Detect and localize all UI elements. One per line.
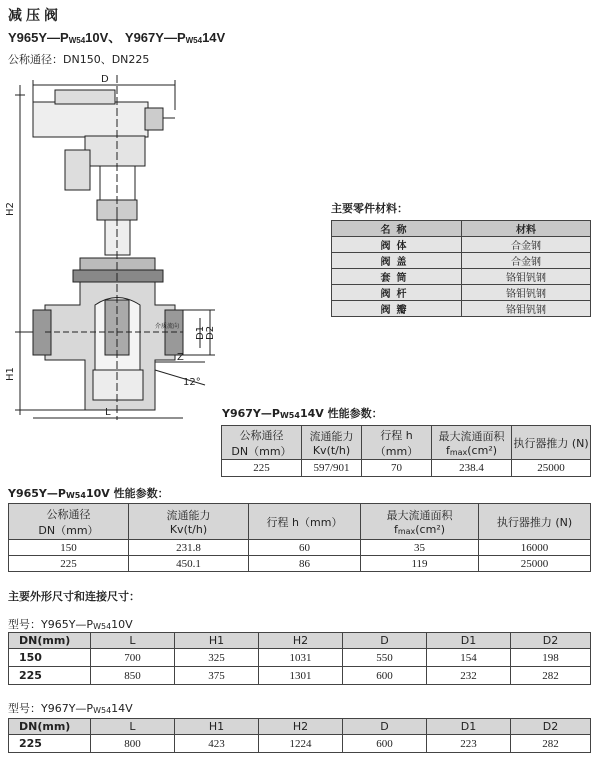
- dim2-col: D: [343, 719, 427, 735]
- dim2-col: D1: [427, 719, 511, 735]
- model1-sub: W54: [93, 622, 112, 631]
- perf965-cell: 450.1: [129, 556, 249, 572]
- dimensions-table-2: [8, 718, 591, 753]
- perf967-col-area-sub: max: [449, 448, 468, 457]
- dim2-col: L: [91, 719, 175, 735]
- model2-suffix: 14V: [111, 702, 133, 715]
- dim1-col: D1: [427, 633, 511, 649]
- perf967-table: [221, 425, 591, 477]
- perf965-col-dn-b: DN（mm）: [38, 523, 99, 537]
- model-b-suffix: 14V: [202, 30, 226, 45]
- perf965-col-stroke: 行程 h（mm）: [249, 504, 361, 540]
- perf965-heading-prefix: Y965Y—P: [8, 487, 66, 500]
- perf967-heading: [222, 405, 383, 421]
- model-a-sub: W54: [68, 36, 86, 45]
- dim2-cell: 225: [9, 735, 91, 753]
- perf967-col-area-f: f: [445, 444, 450, 457]
- dim-d-label: D: [101, 74, 109, 85]
- perf965-col-kv-a: 流通能力: [166, 509, 211, 522]
- dim1-cell: 154: [427, 649, 511, 667]
- dim-angle-label: 12°: [183, 377, 201, 388]
- dim1-col: L: [91, 633, 175, 649]
- dim1-col: D2: [511, 633, 591, 649]
- model1-label: [8, 616, 133, 632]
- material-name: 套筒: [332, 269, 462, 285]
- material-value: 合金钢: [462, 237, 591, 253]
- dim1-col: DN(mm): [9, 633, 91, 649]
- model-b-prefix: Y967Y—P: [121, 30, 186, 45]
- perf967-heading-prefix: Y967Y—P: [222, 407, 280, 420]
- perf967-cell: 238.4: [432, 460, 512, 477]
- dim2-cell: 1224: [259, 735, 343, 753]
- perf965-heading: [8, 485, 169, 501]
- dim1-cell: 550: [343, 649, 427, 667]
- perf967-col-kv-b: Kv(t/h): [312, 444, 351, 457]
- perf965-heading-sub: W54: [65, 491, 86, 500]
- dim1-cell: 232: [427, 667, 511, 685]
- perf965-cell: 60: [249, 540, 361, 556]
- dim2-cell: 282: [511, 735, 591, 753]
- perf965-cell: 86: [249, 556, 361, 572]
- perf967-col-area: [432, 426, 512, 460]
- dim2-cell: 600: [343, 735, 427, 753]
- perf967-cell: 70: [362, 460, 432, 477]
- materials-table: [331, 220, 591, 317]
- material-name: 阀体: [332, 237, 462, 253]
- dim-d1-label: D1: [195, 325, 206, 340]
- dim-d2-label: D2: [205, 325, 216, 340]
- perf965-col-area-sub: max: [397, 527, 416, 536]
- perf967-cell: 597/901: [302, 460, 362, 477]
- perf965-col-thrust: 执行器推力 (N): [479, 504, 591, 540]
- page-title: 减压阀: [8, 8, 62, 24]
- dim-h2-label: H2: [5, 202, 16, 216]
- perf967-col-area-a: 最大流通面积: [438, 430, 505, 443]
- dim1-cell: 150: [9, 649, 91, 667]
- dim1-cell: 1301: [259, 667, 343, 685]
- model2-sub: W54: [93, 706, 112, 715]
- perf967-col-dn-a: 公称通径: [239, 428, 284, 442]
- model2-prefix: 型号：Y967Y—P: [8, 702, 94, 715]
- dim2-cell: 800: [91, 735, 175, 753]
- perf965-col-area-c: (cm²): [415, 523, 446, 536]
- dim2-cell: 223: [427, 735, 511, 753]
- perf967-col-area-c: (cm²): [467, 444, 498, 457]
- perf965-col-area-f: f: [393, 523, 398, 536]
- valve-drawing: [5, 70, 235, 425]
- materials-col-name: 名称: [332, 221, 462, 237]
- dim-z-label: Z: [177, 352, 184, 363]
- perf965-cell: 150: [9, 540, 129, 556]
- dim1-cell: 1031: [259, 649, 343, 667]
- perf967-col-dn: [222, 426, 302, 460]
- dimensions-table-1: [8, 632, 591, 685]
- perf965-cell: 25000: [479, 556, 591, 572]
- dim2-col: H1: [175, 719, 259, 735]
- material-value: 铬钼钒钢: [462, 301, 591, 317]
- dim1-cell: 375: [175, 667, 259, 685]
- perf965-col-kv-b: Kv(t/h): [169, 523, 208, 536]
- dim2-col: DN(mm): [9, 719, 91, 735]
- material-name: 阀杆: [332, 285, 462, 301]
- perf965-cell: 225: [9, 556, 129, 572]
- model-heading: [8, 27, 225, 46]
- dim2-col: H2: [259, 719, 343, 735]
- perf965-table: [8, 503, 591, 572]
- flow-direction-label: 介质流向: [155, 323, 180, 330]
- perf965-heading-suffix: 10V 性能参数：: [85, 487, 169, 500]
- dim1-cell: 600: [343, 667, 427, 685]
- perf967-col-stroke: 行程 h（mm）: [362, 426, 432, 460]
- perf967-col-kv: [302, 426, 362, 460]
- model2-label: [8, 700, 133, 716]
- dim-l-label: L: [105, 407, 111, 418]
- perf967-col-kv-a: 流通能力: [309, 430, 354, 443]
- perf965-cell: 231.8: [129, 540, 249, 556]
- perf965-col-area-a: 最大流通面积: [386, 509, 453, 522]
- model-a-prefix: Y965Y—P: [8, 30, 69, 45]
- perf965-cell: 16000: [479, 540, 591, 556]
- perf967-col-thrust: 执行器推力 (N): [512, 426, 591, 460]
- perf967-cell: 25000: [512, 460, 591, 477]
- dim1-col: H2: [259, 633, 343, 649]
- dim1-col: D: [343, 633, 427, 649]
- dim1-cell: 225: [9, 667, 91, 685]
- perf967-heading-sub: W54: [279, 411, 300, 420]
- dim-h1-label: H1: [5, 367, 16, 381]
- perf967-col-dn-b: DN（mm）: [231, 444, 292, 458]
- perf965-col-kv: [129, 504, 249, 540]
- material-value: 铬钼钒钢: [462, 269, 591, 285]
- model-b-sub: W54: [185, 36, 203, 45]
- perf965-col-dn: [9, 504, 129, 540]
- material-value: 铬钼钒钢: [462, 285, 591, 301]
- dim1-cell: 282: [511, 667, 591, 685]
- dim1-cell: 198: [511, 649, 591, 667]
- dim2-col: D2: [511, 719, 591, 735]
- model1-prefix: 型号：Y965Y—P: [8, 618, 94, 631]
- perf967-cell: 225: [222, 460, 302, 477]
- material-value: 合金钢: [462, 253, 591, 269]
- perf965-cell: 119: [361, 556, 479, 572]
- material-name: 阀盖: [332, 253, 462, 269]
- model1-suffix: 10V: [111, 618, 133, 631]
- dim1-cell: 700: [91, 649, 175, 667]
- model-a-suffix: 10V、: [85, 30, 122, 45]
- dim1-col: H1: [175, 633, 259, 649]
- dim2-cell: 423: [175, 735, 259, 753]
- materials-col-material: 材料: [462, 221, 591, 237]
- materials-heading: 主要零件材料：: [331, 202, 408, 215]
- dimensions-heading: 主要外形尺寸和连接尺寸：: [8, 590, 140, 603]
- dim1-cell: 850: [91, 667, 175, 685]
- perf965-cell: 35: [361, 540, 479, 556]
- dim1-cell: 325: [175, 649, 259, 667]
- nominal-diameter: 公称通径：DN150、DN225: [8, 53, 150, 66]
- perf965-col-area: [361, 504, 479, 540]
- perf967-heading-suffix: 14V 性能参数：: [299, 407, 383, 420]
- perf965-col-dn-a: 公称通径: [46, 507, 91, 521]
- material-name: 阀瓣: [332, 301, 462, 317]
